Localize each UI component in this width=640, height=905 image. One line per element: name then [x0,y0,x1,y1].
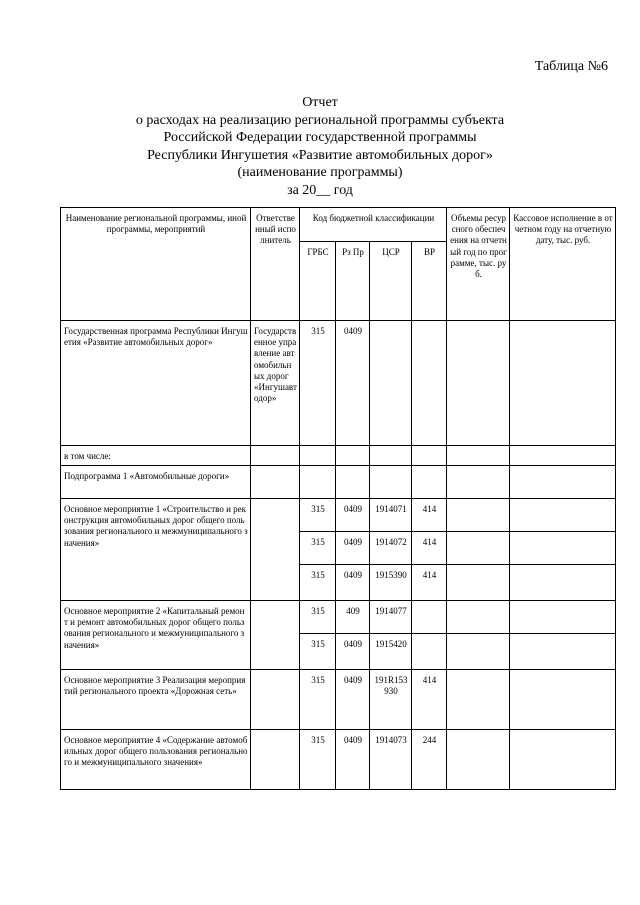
m2-b-rzpr: 0409 [336,634,370,670]
table-row-m3 [61,670,616,730]
m4-responsible [251,730,300,790]
empty-cell [447,634,510,670]
m3-name: Основное мероприятие 3 Реализация мероприятий регионального проекта «Дорожная сеть» [61,670,251,730]
header-csr: ЦСР [370,242,412,321]
empty-cell [336,446,370,466]
table-row-m1-a [61,499,616,532]
heading-title: Отчет [302,95,338,110]
empty-cell [447,532,510,565]
m1-a-grbs: 315 [300,499,336,532]
program-csr [370,321,412,446]
empty-cell [447,466,510,499]
report-heading [0,94,640,199]
empty-cell [370,446,412,466]
program-responsible: Государственное управление автомобильных дорог «Ингушавтодор» [251,321,300,446]
heading-year: за 20__ год [287,182,353,198]
m3-grbs: 315 [300,670,336,730]
heading-line-4: Республики Ингушетия «Развитие автомобильных дорог» [147,147,493,163]
program-cash [510,321,616,446]
table-row-m2-a [61,601,616,634]
empty-cell [510,466,616,499]
m4-csr: 1914073 [370,730,412,790]
m1-c-rzpr: 0409 [336,565,370,601]
empty-cell [300,466,336,499]
m3-vr: 414 [412,670,447,730]
header-grbs: ГРБС [300,242,336,321]
header-budget-code: Код бюджетной классификации [300,208,447,242]
expenses-table [60,207,616,790]
header-rzpr: Рз Пр [336,242,370,321]
header-vr: ВР [412,242,447,321]
m1-c-vr: 414 [412,565,447,601]
header-volume: Объемы ресурсного обеспечения на отчетный год по программе, тыс. руб. [447,208,510,321]
m1-a-csr: 1914071 [370,499,412,532]
m3-csr: 191R153930 [370,670,412,730]
empty-cell [251,446,300,466]
m4-name: Основное мероприятие 4 «Содержание автомобильных дорог общего пользования регионального и межмуниципального значения» [61,730,251,790]
m4-grbs: 315 [300,730,336,790]
header-name: Наименование региональной программы, иной программы, мероприятий [61,208,251,321]
program-rzpr: 0409 [336,321,370,446]
m2-b-vr [412,634,447,670]
table-row-subprogram [61,466,616,499]
m1-b-rzpr: 0409 [336,532,370,565]
subprogram-name: Подпрограмма 1 «Автомобильные дороги» [61,466,251,499]
empty-cell [412,446,447,466]
empty-cell [447,601,510,634]
m1-c-grbs: 315 [300,565,336,601]
m4-rzpr: 0409 [336,730,370,790]
empty-cell [370,466,412,499]
m2-b-grbs: 315 [300,634,336,670]
m2-a-csr: 1914077 [370,601,412,634]
empty-cell [510,670,616,730]
including-label: в том числе: [61,446,251,466]
empty-cell [336,466,370,499]
m1-c-csr: 1915390 [370,565,412,601]
empty-cell [447,565,510,601]
header-responsible: Ответственный исполнитель [251,208,300,321]
program-name: Государственная программа Республики Ингушетия «Развитие автомобильных дорог» [61,321,251,446]
m2-b-csr: 1915420 [370,634,412,670]
empty-cell [510,565,616,601]
table-row-including [61,446,616,466]
empty-cell [300,446,336,466]
empty-cell [251,466,300,499]
m1-b-csr: 1914072 [370,532,412,565]
program-grbs: 315 [300,321,336,446]
m1-name: Основное мероприятие 1 «Строительство и реконструкция автомобильных дорог общего пользования регионального и межмуниципального значения» [61,499,251,601]
m1-a-vr: 414 [412,499,447,532]
m1-a-rzpr: 0409 [336,499,370,532]
heading-program-caption: (наименование программы) [237,165,403,180]
empty-cell [510,601,616,634]
table-row-m4 [61,730,616,790]
header-cash: Кассовое исполнение в отчетном году на отчетную дату, тыс. руб. [510,208,616,321]
program-vr [412,321,447,446]
empty-cell [447,446,510,466]
m2-a-vr [412,601,447,634]
m1-responsible [251,499,300,601]
m2-a-grbs: 315 [300,601,336,634]
empty-cell [510,446,616,466]
m1-b-grbs: 315 [300,532,336,565]
m2-responsible [251,601,300,670]
empty-cell [447,499,510,532]
m2-a-rzpr: 409 [336,601,370,634]
table-row-program [61,321,616,446]
heading-line-2: о расходах на реализацию региональной программы субъекта [135,112,505,128]
m1-b-vr: 414 [412,532,447,565]
header-row-1 [61,208,616,242]
empty-cell [510,499,616,532]
table-number-label: Таблица №6 [534,59,608,74]
m4-vr: 244 [412,730,447,790]
program-volume [447,321,510,446]
empty-cell [510,634,616,670]
empty-cell [412,466,447,499]
empty-cell [447,670,510,730]
empty-cell [510,532,616,565]
empty-cell [447,730,510,790]
m2-name: Основное мероприятие 2 «Капитальный ремонт и ремонт автомобильных дорог общего пользования регионального и межмуниципального значения» [61,601,251,670]
m3-rzpr: 0409 [336,670,370,730]
m3-responsible [251,670,300,730]
empty-cell [510,730,616,790]
heading-line-3: Российской Федерации государственной программы [163,130,477,145]
